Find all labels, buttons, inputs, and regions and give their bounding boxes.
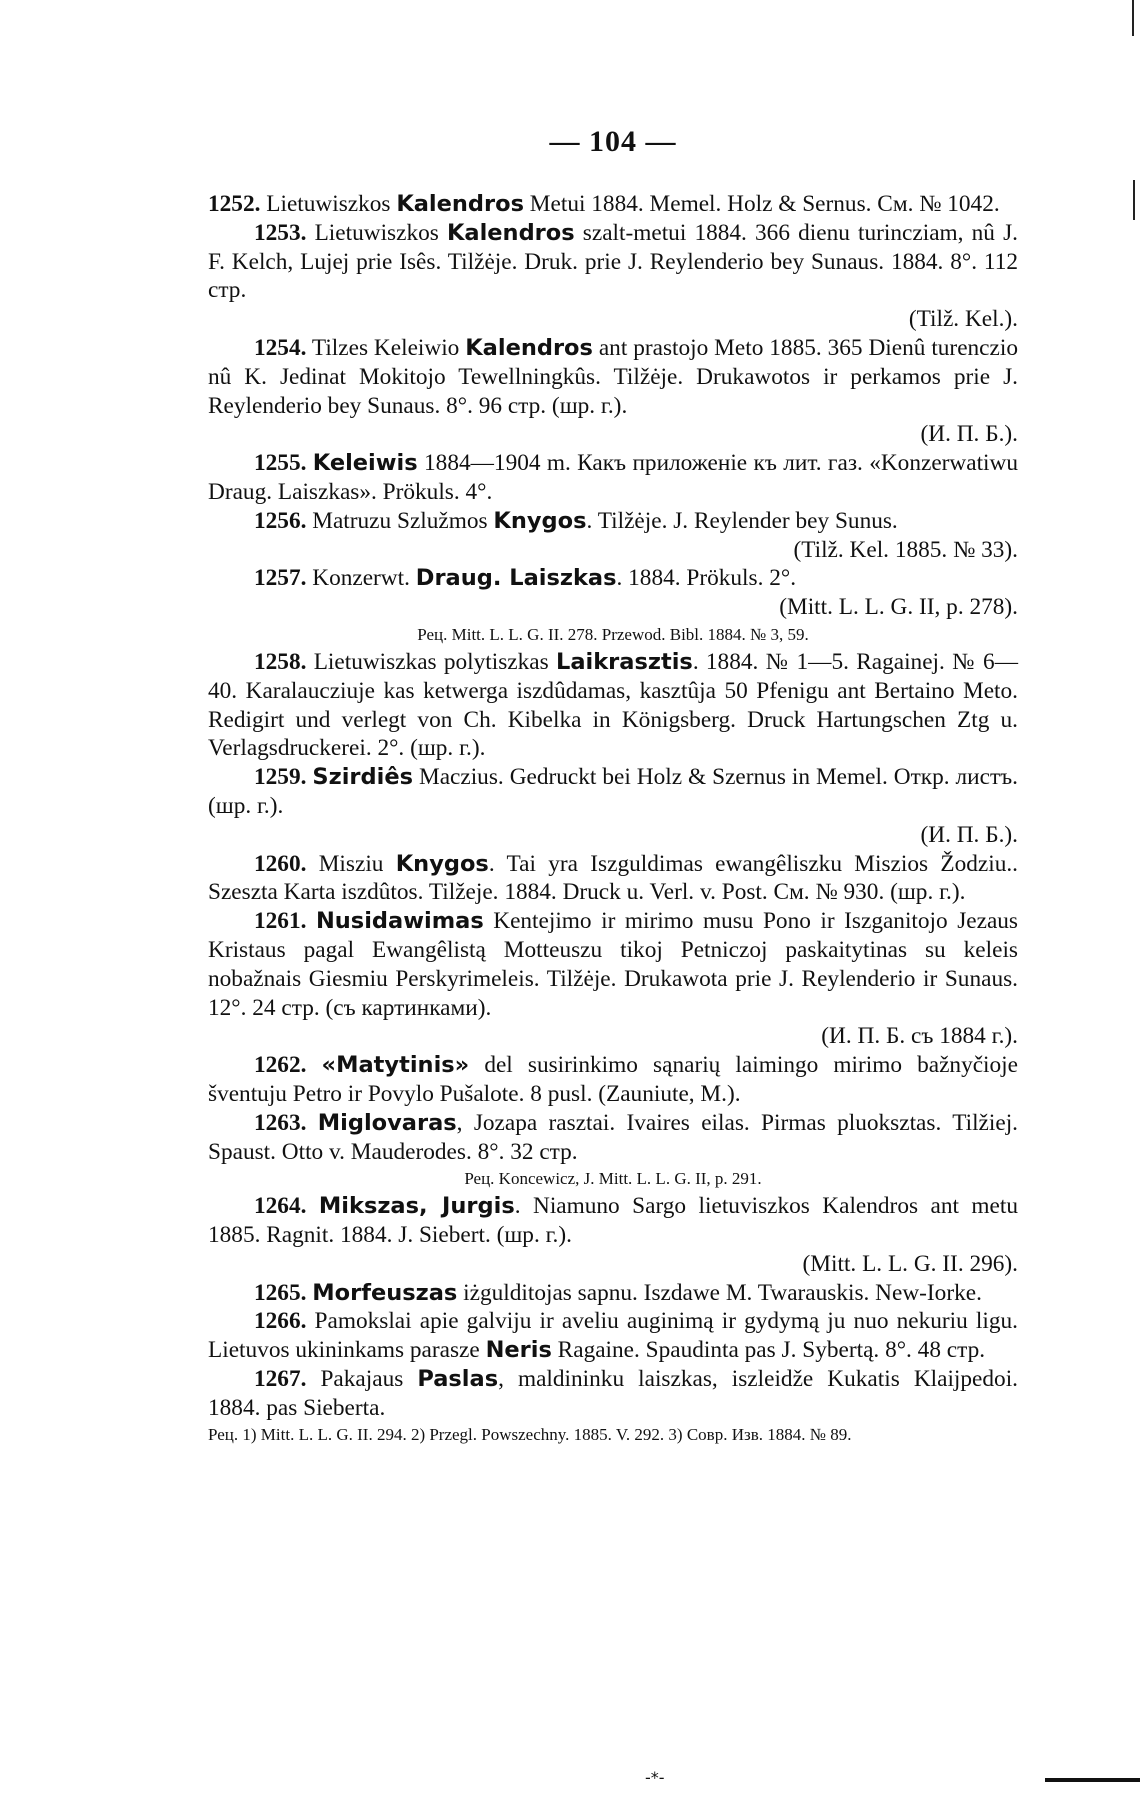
entry-text: Misziu xyxy=(306,850,396,877)
entry-source: (Tilž. Kel. 1885. № 33). xyxy=(793,536,1018,563)
entry-number: 1260. xyxy=(254,850,307,877)
entry-text: szalt-metui 1884. 366 dienu turincziam, nû J. F. Kelch, Lujej prie Isês. Tilžėje. Druk. prie J. Reylenderio bey Sunaus. 1884. 8°. 112 стр. xyxy=(208,219,1018,304)
entry-text: Kentejimo ir mirimo musu Pono ir Iszganitojo Jezaus Kristaus pagal Ewangêlistą Motteuszu tikoj Petniczoj paskaitytinas su keleis nobažnais Giesmiu Perskyrimeleis. Tilžėje. Drukawota prie J. Reylenderio ir Sunaus. 12°. 24 стр. (съ картинками). xyxy=(208,908,1018,1021)
entry-text: . 1884. Prökuls. 2°. xyxy=(616,565,797,592)
entry-number: 1264. xyxy=(254,1193,307,1220)
catalog-entry xyxy=(208,850,1018,908)
entry-number: 1252. xyxy=(208,191,261,217)
entry-number: 1256. xyxy=(254,507,307,534)
entry-text: Maczius. Gedruckt bei Holz & Szernus in Memel. Откр. листъ. (шр. г.). xyxy=(208,764,1019,819)
entry-text xyxy=(306,1052,321,1078)
entry-source: (И. П. Б.). xyxy=(920,421,1018,448)
catalog-entry xyxy=(208,1279,1018,1308)
catalog-entry xyxy=(208,564,1018,648)
entry-text: Ragaine. Spaudinta pas J. Sybertą. 8°. 48 стр. xyxy=(551,1337,986,1364)
entry-keyword: Miglovaras xyxy=(317,1109,457,1136)
printer-mark: -*- xyxy=(645,1768,665,1787)
entry-number: 1266. xyxy=(254,1308,307,1335)
scan-edge-mark xyxy=(1133,180,1135,220)
entry-review-note: Рец. Koncewicz, J. Mitt. L. L. G. II, p. 291. xyxy=(464,1169,762,1189)
entry-keyword: Kalendros xyxy=(396,191,524,217)
catalog-entries xyxy=(208,190,1018,1447)
page-corner-rule xyxy=(1045,1778,1140,1782)
entry-text: Lietuwiszkos xyxy=(260,191,397,217)
entry-keyword: Laikrasztis xyxy=(555,648,693,675)
entry-text: Lietuwiszkas polytiszkas xyxy=(306,648,556,675)
catalog-entry xyxy=(208,1307,1018,1365)
entry-text: Konzerwt. xyxy=(306,565,416,592)
entry-keyword: Mikszas, Jurgis xyxy=(318,1193,515,1220)
entry-number: 1265. xyxy=(254,1279,307,1306)
catalog-entry xyxy=(208,190,1018,219)
entry-number: 1263. xyxy=(254,1109,307,1136)
entry-keyword: Paslas xyxy=(417,1366,499,1393)
entry-text: Tilzes Keleiwio xyxy=(306,334,466,361)
entry-number: 1257. xyxy=(254,565,307,592)
entry-keyword: Nusidawimas xyxy=(315,908,484,935)
page-number: — 104 — xyxy=(549,125,677,158)
catalog-entry xyxy=(208,1109,1018,1193)
entry-source: (И. П. Б. съ 1884 г.). xyxy=(821,1023,1018,1050)
entry-text: . Tilžėje. J. Reylender bey Sunus. xyxy=(586,507,898,534)
entry-keyword: «Matytinis» xyxy=(321,1052,470,1079)
entry-text xyxy=(306,1193,318,1219)
scan-edge-right xyxy=(1132,0,1134,36)
catalog-entry xyxy=(208,1051,1018,1109)
entry-keyword: Knygos xyxy=(493,507,587,534)
entry-text: . 1884. № 1—5. Ragainej. № 6—40. Karalaucziuje kas ketwerga iszdûdamas, kasztûja 50 Pfenigu ant Bertaino Meto. Redigirt und verlegt von Ch. Kibelka in Königsberg. Druck Hartungschen Ztg u. Verlagsdruckerei. 2°. (шр. г.). xyxy=(208,648,1018,762)
catalog-entry xyxy=(208,648,1018,763)
entry-keyword: Morfeuszas xyxy=(312,1279,458,1306)
entry-text: ant prastojo Meto 1885. 365 Dienû turenczio nû K. Jedinat Mokitojo Tewellningkûs. Tilžėje. Drukawotos ir perkamos prie J. Reylenderio bey Sunaus. 8°. 96 стр. (шр. г.). xyxy=(208,334,1018,419)
catalog-entry xyxy=(208,1365,1018,1447)
entry-text: Pakajaus xyxy=(306,1366,418,1393)
catalog-entry xyxy=(208,1192,1018,1278)
entry-text: . Niamuno Sargo lietuviszkos Kalendros ant metu 1885. Ragnit. 1884. J. Siebert. (шр. г.). xyxy=(208,1193,1018,1249)
entry-number: 1253. xyxy=(254,219,307,246)
entry-keyword: Szirdiês xyxy=(312,764,413,791)
entry-text: Metui 1884. Memel. Holz & Sernus. См. № 1042. xyxy=(523,191,1000,217)
entry-number: 1261. xyxy=(254,908,307,935)
entry-source: (Tilž. Kel.). xyxy=(908,306,1018,333)
entry-text: , Jozapa rasztai. Ivaires eilas. Pirmas pluoksztas. Tilžiej. Spaust. Otto v. Mauderodes. 8°. 32 стр. xyxy=(208,1109,1018,1165)
catalog-entry xyxy=(208,449,1018,507)
entry-number: 1259. xyxy=(254,764,307,791)
entry-keyword: Keleiwis xyxy=(312,450,418,477)
entry-text xyxy=(306,1110,317,1136)
catalog-entry xyxy=(208,907,1018,1051)
entry-source: (И. П. Б.). xyxy=(920,821,1018,848)
entry-keyword: Draug. Laiszkas xyxy=(415,565,617,592)
catalog-entry xyxy=(208,507,1018,565)
entry-review-note: Рец. Mitt. L. L. G. II. 278. Przewod. Bibl. 1884. № 3, 59. xyxy=(417,624,809,644)
entry-keyword: Kalendros xyxy=(465,334,593,361)
entry-text: , maldininku laiszkas, iszleidže Kukatis Klaijpedoi. 1884. pas Sieberta. xyxy=(208,1366,1018,1421)
entry-text: Lietuwiszkos xyxy=(306,219,447,246)
entry-text: Pamokslai apie galviju ir aveliu auginimą ir gydymą ju nuo nekuriu ligu. Lietuvos ukininkams parasze xyxy=(208,1308,1018,1364)
entry-source: (Mitt. L. L. G. II. 296). xyxy=(802,1250,1018,1277)
entry-text xyxy=(306,908,316,934)
entry-text: . Tai yra Iszguldimas ewangêliszku Miszios Žodziu.. Szeszta Karta iszdûtos. Tilžeje. 1884. Druck u. Verl. v. Post. См. № 930. (шр. г.). xyxy=(208,850,1018,906)
entry-number: 1258. xyxy=(254,648,307,675)
entry-review-note: Рец. 1) Mitt. L. L. G. II. 294. 2) Przegl. Powszechny. 1885. V. 292. 3) Совр. Изв. 1884. № 89. xyxy=(208,1424,852,1444)
entry-text: iżgulditojas sapnu. Iszdawe M. Twarauskis. New-Iorke. xyxy=(457,1279,982,1306)
entry-keyword: Neris xyxy=(485,1337,552,1364)
entry-number: 1262. xyxy=(254,1052,307,1079)
entry-text: Matruzu Szlužmos xyxy=(306,507,494,534)
entry-text: 1884—1904 m. Какъ приложеніе къ лит. газ. «Konzerwatiwu Draug. Laiszkas». Prökuls. 4°. xyxy=(208,450,1018,505)
catalog-entry xyxy=(208,219,1018,334)
catalog-entry xyxy=(208,334,1018,449)
entry-text: del susirinkimo sąnarių laimingo mirimo bažnyčioje šventuju Petro ir Povylo Pušalote. 8 pusl. (Zauniute, M.). xyxy=(208,1052,1018,1107)
catalog-entry xyxy=(208,763,1018,849)
entry-keyword: Kalendros xyxy=(446,219,575,246)
entry-number: 1255. xyxy=(254,450,307,477)
entry-keyword: Knygos xyxy=(395,850,489,877)
entry-number: 1254. xyxy=(254,334,307,361)
entry-number: 1267. xyxy=(254,1366,307,1393)
entry-source: (Mitt. L. L. G. II, p. 278). xyxy=(779,594,1018,621)
